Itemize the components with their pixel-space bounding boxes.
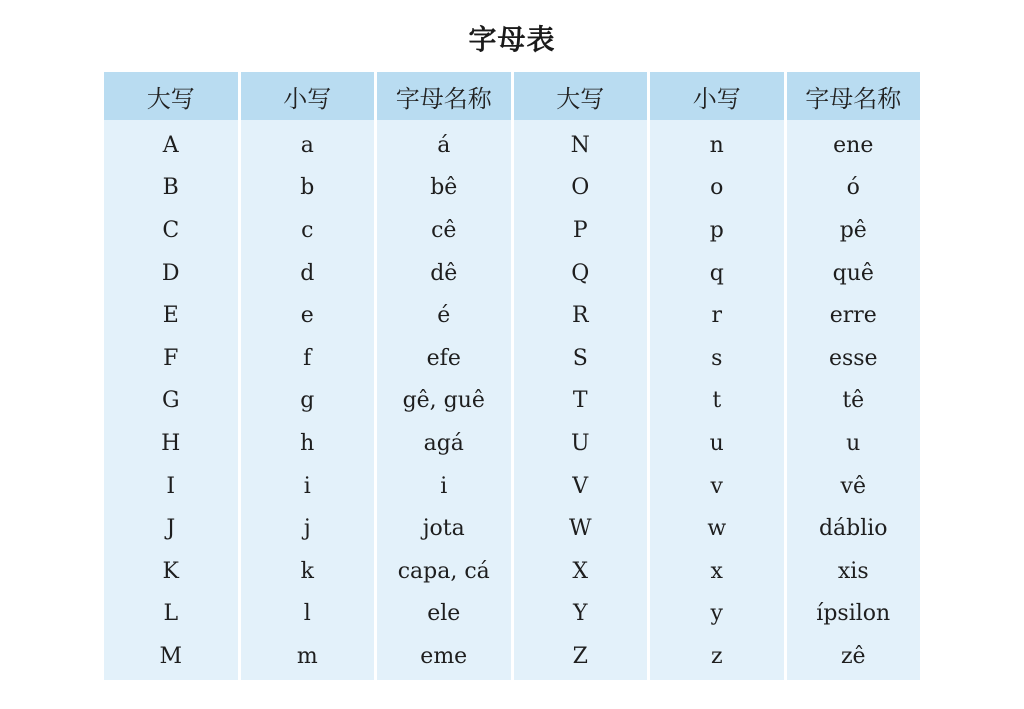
header-letter-name: 字母名称	[377, 72, 511, 120]
lowercase-cell: h	[241, 422, 375, 465]
table-row	[104, 550, 920, 593]
uppercase-cell: L	[104, 593, 238, 636]
letter-name-cell: gê, guê	[377, 380, 511, 423]
lowercase-cell: q	[650, 252, 784, 295]
letter-name-cell: i	[377, 465, 511, 508]
letter-name-cell: dáblio	[787, 507, 921, 550]
letter-name-cell: efe	[377, 337, 511, 380]
uppercase-cell: B	[104, 167, 238, 210]
uppercase-cell: T	[514, 380, 648, 423]
letter-name-cell: u	[787, 422, 921, 465]
uppercase-cell: C	[104, 209, 238, 252]
letter-name-cell: vê	[787, 465, 921, 508]
lowercase-cell: y	[650, 593, 784, 636]
uppercase-cell: I	[104, 465, 238, 508]
alphabet-table	[101, 72, 923, 680]
letter-name-cell: cê	[377, 209, 511, 252]
uppercase-cell: Q	[514, 252, 648, 295]
uppercase-cell: G	[104, 380, 238, 423]
letter-name-cell: tê	[787, 380, 921, 423]
lowercase-cell: w	[650, 507, 784, 550]
letter-name-cell: pê	[787, 209, 921, 252]
table-row	[104, 422, 920, 465]
table-row	[104, 593, 920, 636]
table-row	[104, 465, 920, 508]
uppercase-cell: X	[514, 550, 648, 593]
uppercase-cell: E	[104, 294, 238, 337]
uppercase-cell: W	[514, 507, 648, 550]
uppercase-cell: H	[104, 422, 238, 465]
lowercase-cell: n	[650, 120, 784, 167]
lowercase-cell: t	[650, 380, 784, 423]
lowercase-cell: k	[241, 550, 375, 593]
lowercase-cell: d	[241, 252, 375, 295]
table-row	[104, 252, 920, 295]
table-row	[104, 635, 920, 680]
letter-name-cell: ó	[787, 167, 921, 210]
lowercase-cell: g	[241, 380, 375, 423]
lowercase-cell: j	[241, 507, 375, 550]
lowercase-cell: e	[241, 294, 375, 337]
uppercase-cell: N	[514, 120, 648, 167]
letter-name-cell: quê	[787, 252, 921, 295]
lowercase-cell: l	[241, 593, 375, 636]
uppercase-cell: F	[104, 337, 238, 380]
uppercase-cell: K	[104, 550, 238, 593]
lowercase-cell: r	[650, 294, 784, 337]
letter-name-cell: xis	[787, 550, 921, 593]
lowercase-cell: x	[650, 550, 784, 593]
lowercase-cell: u	[650, 422, 784, 465]
lowercase-cell: p	[650, 209, 784, 252]
uppercase-cell: O	[514, 167, 648, 210]
table-row	[104, 507, 920, 550]
header-letter-name: 字母名称	[787, 72, 921, 120]
letter-name-cell: jota	[377, 507, 511, 550]
letter-name-cell: eme	[377, 635, 511, 680]
table-row	[104, 167, 920, 210]
lowercase-cell: v	[650, 465, 784, 508]
uppercase-cell: J	[104, 507, 238, 550]
table-row	[104, 120, 920, 167]
lowercase-cell: i	[241, 465, 375, 508]
uppercase-cell: R	[514, 294, 648, 337]
letter-name-cell: dê	[377, 252, 511, 295]
table-header	[104, 72, 920, 120]
lowercase-cell: s	[650, 337, 784, 380]
uppercase-cell: P	[514, 209, 648, 252]
table-row	[104, 380, 920, 423]
lowercase-cell: b	[241, 167, 375, 210]
table-row	[104, 209, 920, 252]
letter-name-cell: capa, cá	[377, 550, 511, 593]
table-row	[104, 294, 920, 337]
lowercase-cell: f	[241, 337, 375, 380]
uppercase-cell: S	[514, 337, 648, 380]
lowercase-cell: c	[241, 209, 375, 252]
letter-name-cell: ípsilon	[787, 593, 921, 636]
table-row	[104, 337, 920, 380]
letter-name-cell: ele	[377, 593, 511, 636]
header-uppercase: 大写	[104, 72, 238, 120]
uppercase-cell: Z	[514, 635, 648, 680]
page-title: 字母表	[468, 23, 556, 56]
letter-name-cell: é	[377, 294, 511, 337]
uppercase-cell: U	[514, 422, 648, 465]
header-row	[104, 72, 920, 120]
letter-name-cell: erre	[787, 294, 921, 337]
letter-name-cell: agá	[377, 422, 511, 465]
uppercase-cell: Y	[514, 593, 648, 636]
letter-name-cell: á	[377, 120, 511, 167]
lowercase-cell: z	[650, 635, 784, 680]
uppercase-cell: A	[104, 120, 238, 167]
letter-name-cell: zê	[787, 635, 921, 680]
lowercase-cell: o	[650, 167, 784, 210]
uppercase-cell: M	[104, 635, 238, 680]
uppercase-cell: D	[104, 252, 238, 295]
lowercase-cell: m	[241, 635, 375, 680]
header-lowercase: 小写	[650, 72, 784, 120]
letter-name-cell: ene	[787, 120, 921, 167]
letter-name-cell: bê	[377, 167, 511, 210]
letter-name-cell: esse	[787, 337, 921, 380]
header-uppercase: 大写	[514, 72, 648, 120]
uppercase-cell: V	[514, 465, 648, 508]
table-body	[104, 120, 920, 680]
lowercase-cell: a	[241, 120, 375, 167]
header-lowercase: 小写	[241, 72, 375, 120]
